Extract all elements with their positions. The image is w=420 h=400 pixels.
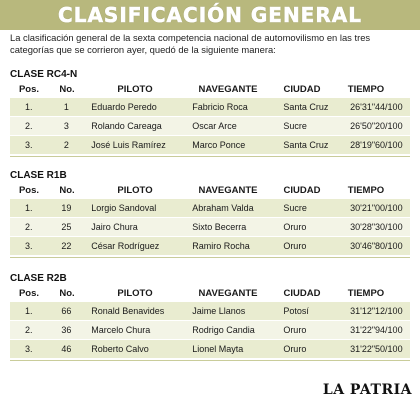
newspaper-logo: LA PATRIA	[322, 382, 412, 398]
cell-ciudad: Oruro	[283, 222, 307, 232]
table-row	[10, 236, 410, 255]
header-pos: Pos.	[18, 83, 40, 95]
header-ciudad: CIUDAD	[283, 184, 321, 196]
header-navegante: NAVEGANTE	[198, 287, 258, 299]
table-row	[10, 301, 410, 320]
cell-pos: 2.	[25, 222, 33, 232]
table-header	[10, 285, 410, 301]
results-section	[10, 272, 410, 361]
cell-no: 22	[61, 241, 72, 251]
table-header	[10, 182, 410, 198]
header-tiempo: TIEMPO	[347, 184, 385, 196]
table-row	[10, 135, 410, 154]
cell-no: 36	[61, 325, 72, 335]
cell-no: 19	[61, 203, 72, 213]
cell-tiempo: 30'46"80/100	[350, 241, 403, 251]
cell-navegante: Lionel Mayta	[192, 344, 244, 354]
cell-tiempo: 26'31"44/100	[350, 102, 403, 112]
cell-no: 25	[61, 222, 72, 232]
header-no: No.	[59, 83, 75, 95]
table-row	[10, 116, 410, 135]
cell-tiempo: 31'22"50/100	[350, 344, 403, 354]
header-navegante: NAVEGANTE	[198, 184, 258, 196]
cell-tiempo: 31'22"94/100	[350, 325, 403, 335]
section-divider	[10, 257, 410, 258]
cell-piloto: Marcelo Chura	[91, 325, 151, 335]
table-header	[10, 81, 410, 97]
cell-piloto: Rolando Careaga	[91, 121, 162, 131]
cell-no: 1	[63, 102, 69, 112]
table-row	[10, 97, 410, 116]
cell-pos: 1.	[25, 306, 33, 316]
header-piloto: PILOTO	[117, 184, 153, 196]
cell-ciudad: Santa Cruz	[283, 140, 329, 150]
table-row	[10, 339, 410, 358]
cell-tiempo: 28'19"60/100	[350, 140, 403, 150]
cell-navegante: Fabricio Roca	[192, 102, 248, 112]
cell-piloto: Lorgio Sandoval	[91, 203, 157, 213]
title-banner	[0, 0, 420, 30]
header-tiempo: TIEMPO	[347, 83, 385, 95]
cell-no: 46	[61, 344, 72, 354]
section-title: CLASE RC4-N	[10, 69, 78, 80]
cell-ciudad: Oruro	[283, 241, 307, 251]
cell-piloto: Jairo Chura	[91, 222, 138, 232]
cell-ciudad: Sucre	[283, 203, 307, 213]
cell-navegante: Ramiro Rocha	[192, 241, 250, 251]
cell-piloto: Ronald Benavides	[91, 306, 165, 316]
table-row	[10, 217, 410, 236]
cell-pos: 1.	[25, 203, 33, 213]
cell-ciudad: Santa Cruz	[283, 102, 329, 112]
section-title: CLASE R2B	[10, 273, 67, 284]
header-piloto: PILOTO	[117, 83, 153, 95]
results-section	[10, 68, 410, 157]
cell-navegante: Abraham Valda	[192, 203, 254, 213]
header-ciudad: CIUDAD	[283, 287, 321, 299]
table-row	[10, 320, 410, 339]
cell-piloto: Eduardo Peredo	[91, 102, 157, 112]
cell-navegante: Jaime Llanos	[192, 306, 246, 316]
cell-ciudad: Potosí	[283, 306, 309, 316]
header-ciudad: CIUDAD	[283, 83, 321, 95]
header-piloto: PILOTO	[117, 287, 153, 299]
cell-pos: 3.	[25, 241, 33, 251]
header-navegante: NAVEGANTE	[198, 83, 258, 95]
cell-navegante: Oscar Arce	[192, 121, 237, 131]
cell-pos: 3.	[25, 344, 33, 354]
intro-paragraph: La clasificación general de la sexta competencia nacional de automovilismo en las tres categorías que se corrieron ayer, quedó de la siguiente manera:	[10, 32, 371, 55]
section-divider	[10, 360, 410, 361]
cell-piloto: Roberto Calvo	[91, 344, 149, 354]
cell-navegante: Sixto Becerra	[192, 222, 247, 232]
cell-navegante: Marco Ponce	[192, 140, 246, 150]
cell-tiempo: 30'28"30/100	[350, 222, 403, 232]
header-no: No.	[59, 184, 75, 196]
cell-no: 2	[63, 140, 69, 150]
cell-pos: 2.	[25, 121, 33, 131]
cell-no: 3	[63, 121, 69, 131]
header-pos: Pos.	[18, 184, 40, 196]
cell-pos: 3.	[25, 140, 33, 150]
cell-ciudad: Sucre	[283, 121, 307, 131]
header-no: No.	[59, 287, 75, 299]
cell-tiempo: 31'12"12/100	[350, 306, 403, 316]
cell-tiempo: 30'21"00/100	[350, 203, 403, 213]
header-tiempo: TIEMPO	[347, 287, 385, 299]
table-row	[10, 198, 410, 217]
section-title: CLASE R1B	[10, 170, 67, 181]
cell-tiempo: 26'50"20/100	[350, 121, 403, 131]
cell-ciudad: Oruro	[283, 325, 307, 335]
header-pos: Pos.	[18, 287, 40, 299]
page-title: CLASIFICACIÓN GENERAL	[58, 3, 362, 27]
results-section	[10, 169, 410, 258]
cell-piloto: José Luis Ramírez	[91, 140, 166, 150]
cell-pos: 2.	[25, 325, 33, 335]
cell-piloto: César Rodríguez	[91, 241, 160, 251]
cell-ciudad: Oruro	[283, 344, 307, 354]
cell-no: 66	[61, 306, 72, 316]
cell-navegante: Rodrigo Candia	[192, 325, 255, 335]
cell-pos: 1.	[25, 102, 33, 112]
section-divider	[10, 156, 410, 157]
